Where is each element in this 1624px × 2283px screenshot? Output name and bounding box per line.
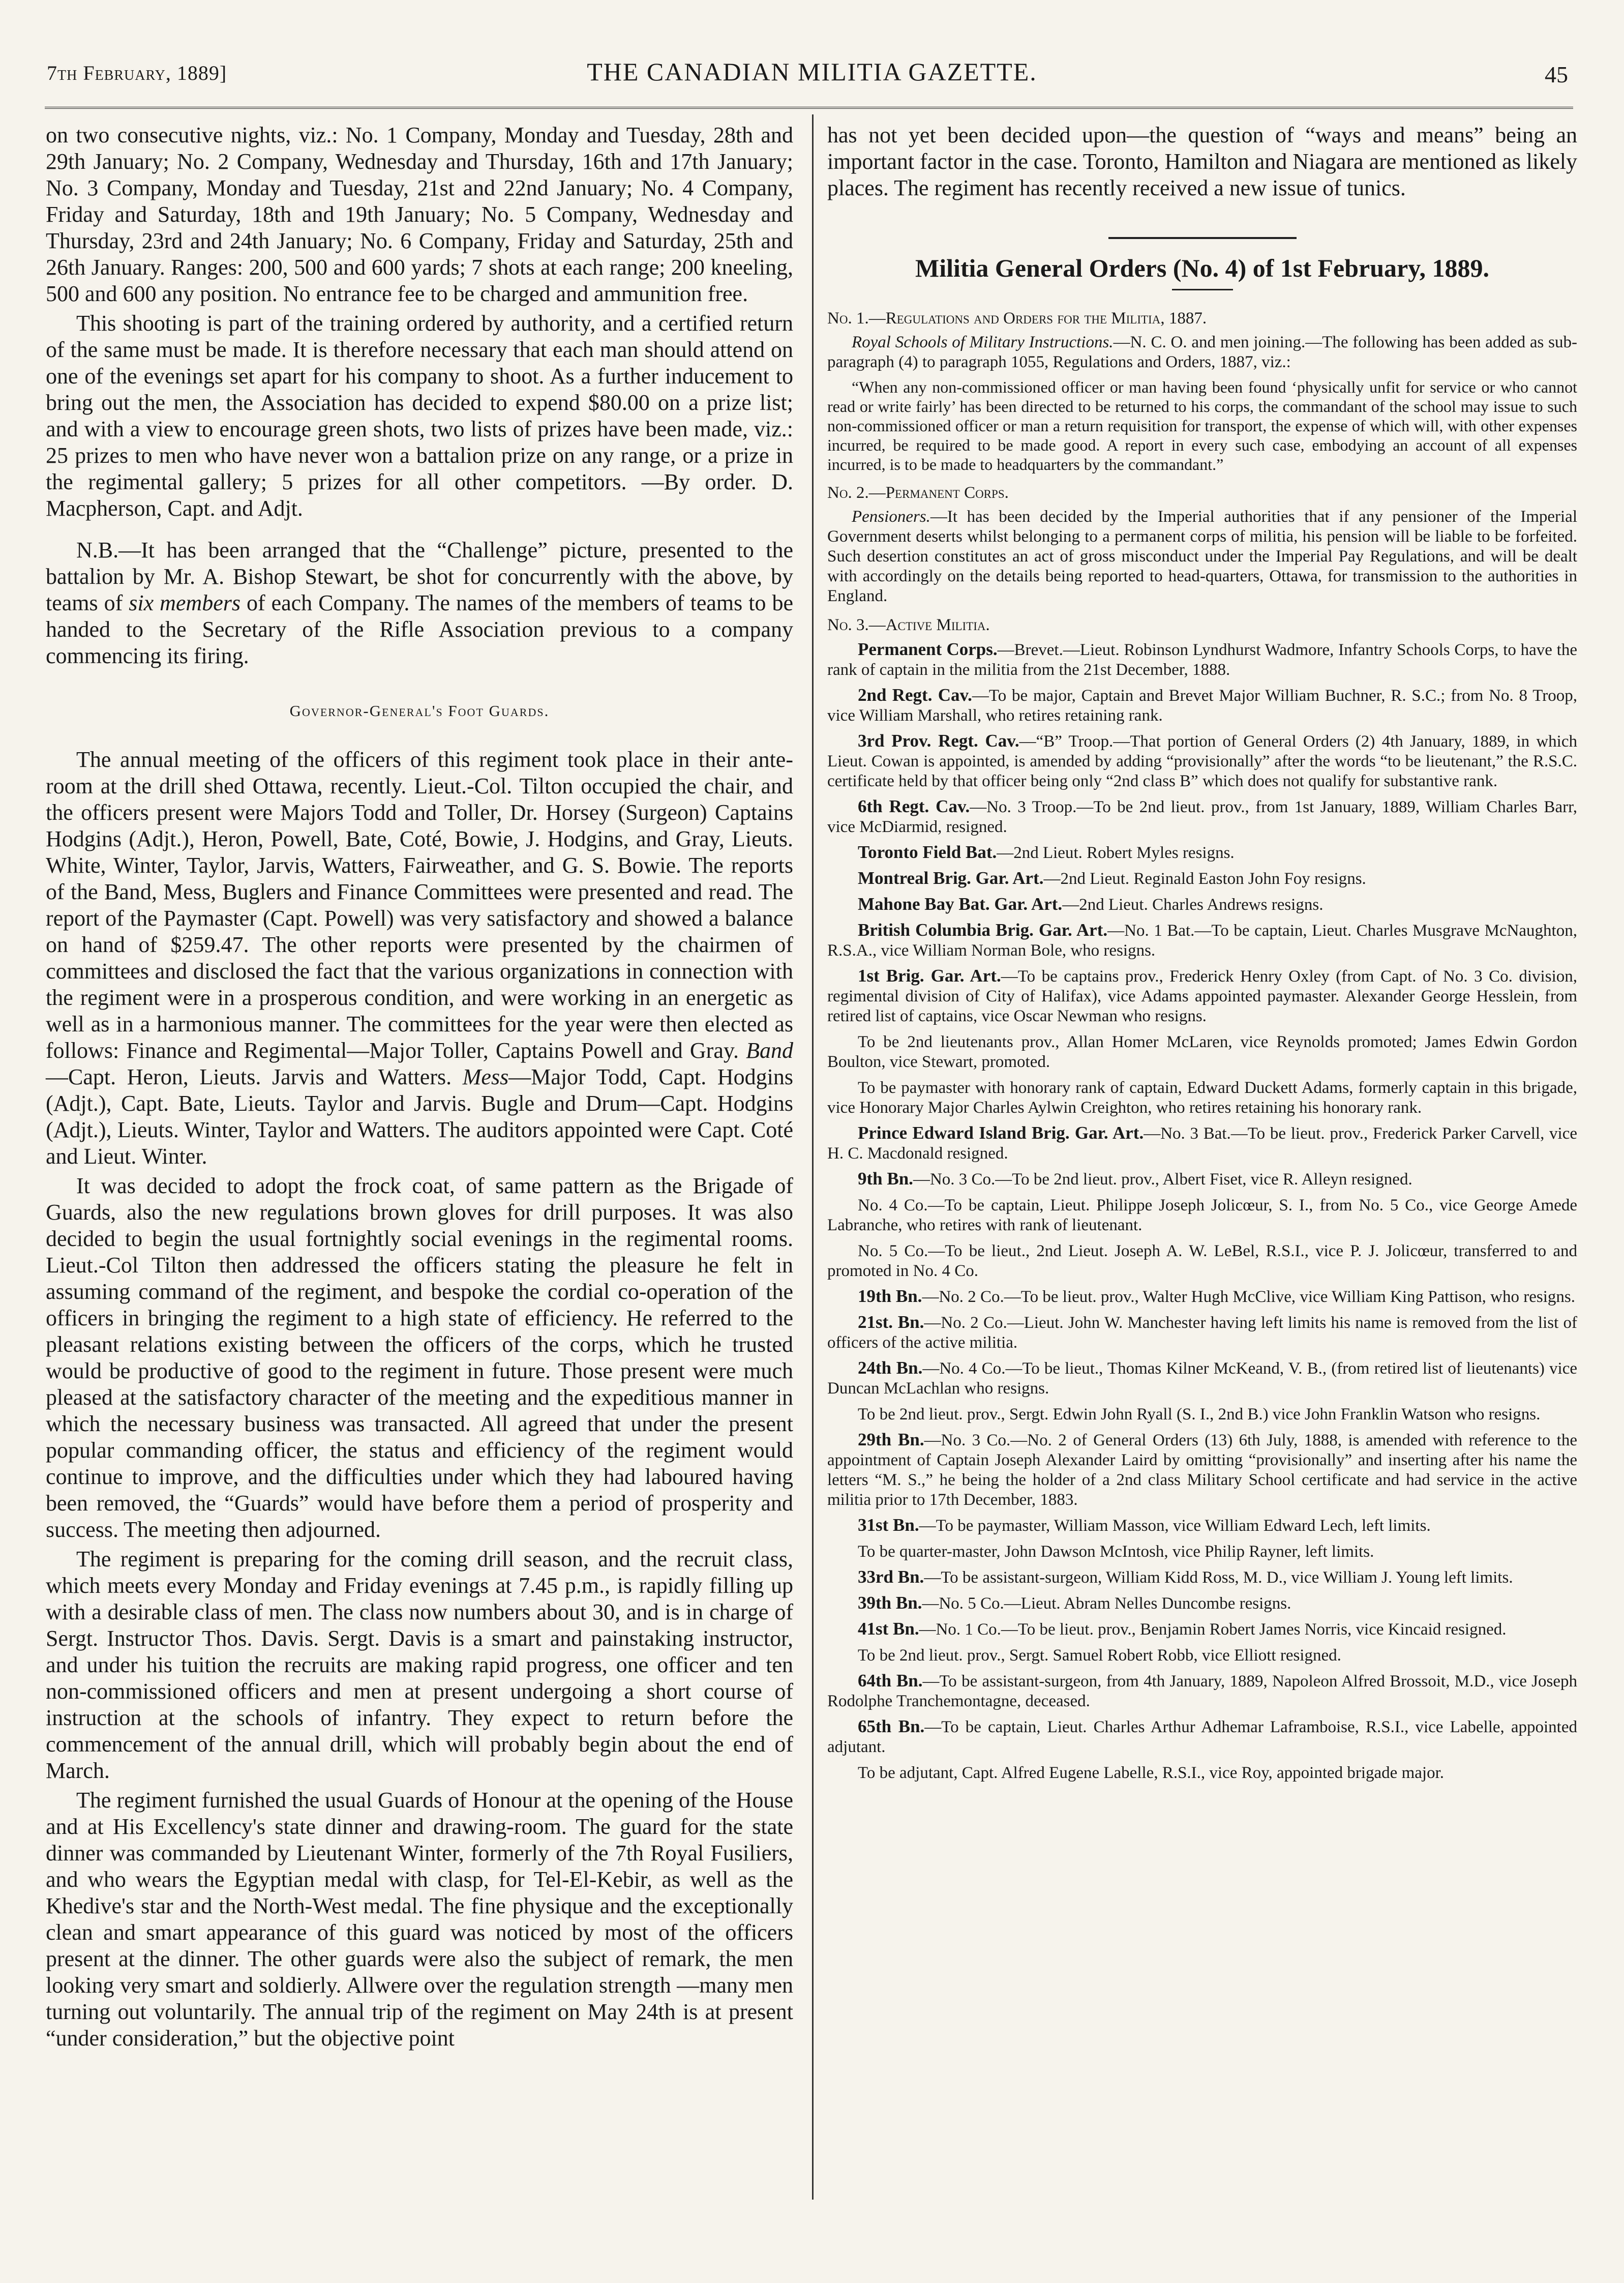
order-title: No. 1.—Regulations and Orders for the Militia, 1887. (827, 309, 1207, 328)
order-entry: No. 5 Co.—To be lieut., 2nd Lieut. Joseph A. W. LeBel, R.S.I., vice P. J. Jolicœur, transferred to and promoted in No. 4 Co. (827, 1242, 1577, 1280)
order-entry: 33rd Bn.—To be assistant-surgeon, William Kidd Ross, M. D., vice William J. Young left limits. (858, 1567, 1513, 1587)
order-entry: 6th Regt. Cav.—No. 3 Troop.—To be 2nd lieut. prov., from 1st January, 1889, William Charles Barr, vice McDiarmid, resigned. (827, 796, 1577, 836)
order-entry: British Columbia Brig. Gar. Art.—No. 1 Bat.—To be captain, Lieut. Charles Musgrave McNaughton, R.S.A., vice William Norman Bole, who resigns. (827, 920, 1577, 960)
column-divider (812, 114, 814, 2200)
order-entry: Prince Edward Island Brig. Gar. Art.—No. 3 Bat.—To be lieut. prov., Frederick Parker Carvell, vice H. C. Macdonald resigned. (827, 1123, 1577, 1163)
left-column (46, 122, 793, 2055)
order-entry: Mahone Bay Bat. Gar. Art.—2nd Lieut. Charles Andrews resigns. (858, 894, 1324, 914)
masthead-title: THE CANADIAN MILITIA GAZETTE. (587, 57, 1037, 86)
order-entry: No. 4 Co.—To be captain, Lieut. Philippe Joseph Jolicœur, S. I., from No. 5 Co., vice George Amede Labranche, who retires with rank of lieutenant. (827, 1196, 1577, 1234)
order-entry: 19th Bn.—No. 2 Co.—To be lieut. prov., Walter Hugh McClive, vice William King Pattison, who resigns. (858, 1286, 1575, 1306)
paragraph: This shooting is part of the training ordered by authority, and a certified return of the same must be made. It is therefore necessary that each man should attend on one of the evenings set apart for his company to shoot. As a further inducement to bring out the men, the Association has decided to expend $80.00 on a prize list; and with a view to encourage green shots, two lists of prizes have been made, viz.: 25 prizes to men who have never won a battalion prize on any range, or a prize in the regimental gallery; 5 prizes for all other competitors. —By order. D. Macpherson, Capt. and Adjt. (46, 311, 793, 521)
order-entry: Toronto Field Bat.—2nd Lieut. Robert Myles resigns. (858, 842, 1235, 862)
paragraph: N.B.—It has been arranged that the “Challenge” picture, presented to the battalion by Mr. A. Bishop Stewart, be shot for concurrently with the above, by teams of six members of each Company. The names of the members of teams to be handed to the Secretary of the Rifle Association previous to a company commencing its firing. (46, 538, 793, 668)
paragraph: The regiment furnished the usual Guards of Honour at the opening of the House and at His Excellency's state dinner and drawing-room. The guard for the state dinner was commanded by Lieutenant Winter, formerly of the 7th Royal Fusiliers, and who wears the Egyptian medal with clasp, for Tel-El-Kebir, as well as the Khedive's star and the North-West medal. The fine physique and the exceptionally clean and smart appearance of this guard was noticed by most of the officers present at the dinner. The other guards were also the subject of remark, the men looking very smart and soldierly. Allwere over the regulation strength —many men turning out voluntarily. The annual trip of the regiment on May 24th is at present “under consideration,” but the objective point (46, 1788, 793, 2051)
header-rule (45, 107, 1573, 109)
order-entry: 29th Bn.—No. 3 Co.—No. 2 of General Orders (13) 6th July, 1888, is amended with reference to the appointment of Captain Joseph Alexander Laird by omitting “provisionally” and inserting after his name the letters “M. S.,” he being the holder of a 2nd class Military School certificate and had service in the active militia prior to 17th December, 1883. (827, 1430, 1577, 1509)
paragraph: on two consecutive nights, viz.: No. 1 Company, Monday and Tuesday, 28th and 29th January; No. 2 Company, Wednesday and Thursday, 16th and 17th January; No. 3 Company, Monday and Tuesday, 21st and 22nd January; No. 4 Company, Friday and Saturday, 18th and 19th January; No. 5 Company, Wednesday and Thursday, 23rd and 24th January; No. 6 Company, Friday and Saturday, 25th and 26th January. Ranges: 200, 500 and 600 yards; 7 shots at each range; 200 kneeling, 500 and 600 any position. No entrance fee to be charged and ammunition free. (46, 123, 793, 306)
order-entry: To be paymaster with honorary rank of captain, Edward Duckett Adams, formerly captain in this brigade, vice Honorary Major Charles Aylwin Creighton, who retires retaining his honorary rank. (827, 1079, 1577, 1117)
orders-body (827, 309, 1577, 1783)
paragraph: Royal Schools of Military Instructions.—N. C. O. and men joining.—The following has been added as sub-paragraph (4) to paragraph 1055, Regulations and Orders, 1887, viz.: (827, 333, 1577, 371)
order-entry: To be 2nd lieut. prov., Sergt. Samuel Robert Robb, vice Elliott resigned. (858, 1646, 1341, 1665)
order-entry: 2nd Regt. Cav.—To be major, Captain and Brevet Major William Buchner, R. S.C.; from No. 8 Troop, vice William Marshall, who retires retaining rank. (827, 685, 1578, 725)
order-entry: 64th Bn.—To be assistant-surgeon, from 4th January, 1889, Napoleon Alfred Brossoit, M.D., vice Joseph Rodolphe Tranchemontagne, deceased. (827, 1671, 1577, 1710)
order-title: No. 2.—Permanent Corps. (827, 484, 1009, 502)
order-entry: Permanent Corps.—Brevet.—Lieut. Robinson Lyndhurst Wadmore, Infantry Schools Corps, to have the rank of captain in the militia from the 21st December, 1888. (827, 639, 1577, 679)
order-entry: 3rd Prov. Regt. Cav.—“B” Troop.—That portion of General Orders (2) 4th January, 1889, in which Lieut. Cowan is appointed, is amended by adding “provisionally” after the words “to be lieutenant,” the R.S.C. certificate held by that officer being only “2nd class B” which does not qualify for substantive rank. (827, 731, 1577, 790)
order-entry: To be 2nd lieutenants prov., Allan Homer McLaren, vice Reynolds promoted; James Edwin Gordon Boulton, vice Stewart, promoted. (827, 1033, 1577, 1071)
order-entry: 1st Brig. Gar. Art.—To be captains prov., Frederick Henry Oxley (from Capt. of No. 3 Co. division, regimental division of City of Halifax), vice Adams appointed paymaster. Alexander George Hesslein, from retired list of captains, vice Oscar Newman who resigns. (827, 966, 1577, 1025)
order-entry: 31st Bn.—To be paymaster, William Masson, vice William Edward Lech, left limits. (858, 1515, 1431, 1535)
order-entry: 24th Bn.—No. 4 Co.—To be lieut., Thomas Kilner McKeand, V. B., (from retired list of lieutenants) vice Duncan McLachlan who resigns. (827, 1358, 1577, 1398)
order-title: No. 3.—Active Militia. (827, 616, 990, 634)
order-entry: 39th Bn.—No. 5 Co.—Lieut. Abram Nelles Duncombe resigns. (858, 1593, 1291, 1613)
order-entry: To be adjutant, Capt. Alfred Eugene Labelle, R.S.I., vice Roy, appointed brigade major. (858, 1764, 1444, 1782)
paragraph: The regiment is preparing for the coming drill season, and the recruit class, which meets every Monday and Friday evenings at 7.45 p.m., is rapidly filling up with a desirable class of men. The class now numbers about 30, and is in charge of Sergt. Instructor Thos. Davis. Sergt. Davis is a smart and painstaking instructor, and under his tuition the recruits are making rapid progress, one officer and ten non-commissioned officers and men at present undergoing a short course of instruction at the schools of infantry. They expect to return before the commencement of the annual drill, which will probably begin about the end of March. (46, 1547, 793, 1783)
order-entry: To be 2nd lieut. prov., Sergt. Edwin John Ryall (S. I., 2nd B.) vice John Franklin Watson who resigns. (858, 1405, 1541, 1424)
right-column (827, 122, 1577, 1788)
orders-heading: Militia General Orders (No. 4) of 1st February, 1889. (915, 254, 1489, 282)
order-entry: 21st. Bn.—No. 2 Co.—Lieut. John W. Manchester having left limits his name is removed from the list of officers of the active militia. (827, 1312, 1577, 1352)
quoted-paragraph: “When any non-commissioned officer or man having been found ‘physically unfit for service or who cannot read or write fairly’ has been directed to be returned to his corps, the commandant of the school may issue to such non-commissioned officer or man a return requisition for transport, the expense of which will, with other expenses incurred, be required to be made good. A report in every such case, embodying an account of all expenses incurred, is to be made to headquarters by the commandant.” (827, 378, 1577, 473)
paragraph: has not yet been decided upon—the question of “ways and means” being an important factor in the case. Toronto, Hamilton and Niagara are mentioned as likely places. The regiment has recently received a new issue of tunics. (827, 123, 1577, 200)
section-rule (1108, 237, 1297, 239)
order-entry: 41st Bn.—No. 1 Co.—To be lieut. prov., Benjamin Robert James Norris, vice Kincaid resigned. (858, 1619, 1507, 1639)
paragraph: Pensioners.—It has been decided by the Imperial authorities that if any pensioner of the Imperial Government deserts whilst belonging to a permanent corps of militia, his pension will be liable to be forfeited. Such desertion constitutes an act of gross misconduct under the Imperial Pay Regulations, and will be dealt with accordingly on the details being reported to head-quarters, Ottawa, for transmission to the authorities in England. (827, 508, 1577, 605)
order-entry: 9th Bn.—No. 3 Co.—To be 2nd lieut. prov., Albert Fiset, vice R. Alleyn resigned. (858, 1169, 1412, 1189)
order-entry: Montreal Brig. Gar. Art.—2nd Lieut. Reginald Easton John Foy resigns. (858, 868, 1366, 888)
paragraph: It was decided to adopt the frock coat, of same pattern as the Brigade of Guards, also the new regulations brown gloves for drill purposes. It was also decided to begin the usual fortnightly social evenings in the regimental rooms. Lieut.-Col Tilton then addressed the officers stating the pleasure he felt in assuming command of the regiment, and bespoke the cordial co-operation of the officers in bringing the regiment to a high state of efficiency. He referred to the pleasant relations existing between the officers of the corps, which he trusted would be productive of good to the regiment in future. Those present were much pleased at the satisfactory character of the meeting and the expeditious manner in which the necessary business was transacted. All agreed that under the present popular commanding officer, the status and efficiency of the regiment would continue to improve, and the difficulties under which they had laboured having been removed, the “Guards” would have before them a period of prosperity and success. The meeting then adjourned. (46, 1173, 793, 1542)
page-number: 45 (1545, 62, 1568, 87)
section-heading: Governor-General's Foot Guards. (289, 702, 550, 720)
paragraph: The annual meeting of the officers of this regiment took place in their ante-room at the drill shed Ottawa, recently. Lieut.-Col. Tilton occupied the chair, and the officers present were Majors Todd and Toller, Dr. Horsey (Surgeon) Captains Hodgins (Adjt.), Heron, Powell, Bate, Coté, Bowie, J. Hodgins, and Gray, Lieuts. White, Winter, Taylor, Jarvis, Watters, Fairweather, and G. S. Bowie. The reports of the Band, Mess, Buglers and Finance Committees were presented and read. The report of the Paymaster (Capt. Powell) was very satisfactory and showed a balance on hand of $259.47. The other reports were presented by the chairmen of committees and disclosed the fact that the various organizations in connection with the regiment were in a prosperous condition, and were working in an energetic as well as in a harmonious manner. The committees for the year were then elected as follows: Finance and Regimental—Major Toller, Captains Powell and Gray. Band—Capt. Heron, Lieuts. Jarvis and Watters. Mess—Major Todd, Capt. Hodgins (Adjt.), Capt. Bate, Lieuts. Taylor and Jarvis. Bugle and Drum—Capt. Hodgins (Adjt.), Lieuts. Winter, Taylor and Watters. The auditors appointed were Capt. Coté and Lieut. Winter. (46, 747, 793, 1169)
section-rule (1172, 289, 1233, 290)
issue-date: 7th February, 1889] (47, 62, 227, 84)
order-entry: To be quarter-master, John Dawson McIntosh, vice Philip Rayner, left limits. (858, 1543, 1374, 1561)
order-entry: 65th Bn.—To be captain, Lieut. Charles Arthur Adhemar Laframboise, R.S.I., vice Labelle, appointed adjutant. (827, 1716, 1577, 1756)
